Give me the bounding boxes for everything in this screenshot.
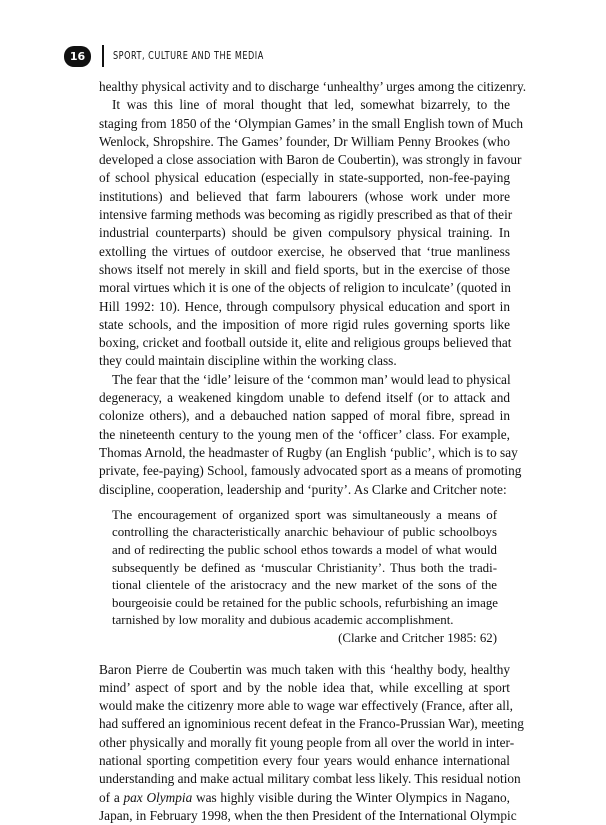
block-quote-lines xyxy=(112,507,497,630)
closing-paragraph xyxy=(99,661,524,825)
text-line: intensive farming methods was becoming as rigidly prescribed as that of their xyxy=(99,207,513,223)
text-line: Wenlock, Shropshire. The Games’ founder, Dr William Penny Brookes (who xyxy=(99,133,510,149)
text-line: state schools, and the imposition of more rigid rules governing sports like xyxy=(99,316,510,332)
text-line: national sporting competition every four years would enhance international xyxy=(99,753,510,769)
quote-line: controlling the characteristically anarchic behaviour of public schoolboys xyxy=(112,525,497,540)
quote-line: tarnished by low morality and dubious academic accomplishment. xyxy=(112,613,454,628)
text-line: Japan, in February 1998, when the then President of the International Olympic xyxy=(99,807,517,823)
paragraph xyxy=(99,371,522,499)
quote-line: The encouragement of organized sport was simultaneously a means of xyxy=(112,507,497,522)
text-line: Baron Pierre de Coubertin was much taken with this ‘healthy body, healthy xyxy=(99,661,510,677)
quote-line: subsequently be defined as ‘muscular Christianity’. Thus both the tradi- xyxy=(112,560,497,575)
quote-line: tional clientele of the aristocracy and the new market of the sons of the xyxy=(112,578,497,593)
text-line: would make the citizenry more able to wage war effectively (France, after all, xyxy=(99,698,513,714)
block-quote xyxy=(112,507,497,648)
text-span: of a xyxy=(99,789,124,805)
text-line: institutions) and believed that farm labourers (whose work under more xyxy=(99,188,510,204)
running-header xyxy=(64,45,288,67)
block-quote-citation: (Clarke and Critcher 1985: 62) xyxy=(338,630,497,645)
quote-line: and of redirecting the public school ethos towards a model of what would xyxy=(112,543,497,558)
text-line: they could maintain discipline within the working class. xyxy=(99,353,397,369)
text-line: the nineteenth century to the young men of the ‘officer’ class. For example, xyxy=(99,426,510,442)
text-line: understanding and make actual military combat less likely. This residual notion xyxy=(99,771,521,787)
text-line xyxy=(99,789,510,807)
text-line: private, fee-paying) School, famously advocated sport as a means of promoting xyxy=(99,463,522,479)
paragraphs xyxy=(99,78,527,499)
body-text xyxy=(99,78,527,825)
quote-line: bourgeoisie could be retained for the public schools, refurbishing an image xyxy=(112,595,499,610)
text-line: other physically and morally fit young people from all over the world in inter- xyxy=(99,734,515,750)
text-line: had suffered an ignominious recent defeat in the Franco-Prussian War), meeting xyxy=(99,716,524,732)
text-line: colonize others), and a debauched nation sapped of moral fibre, spread in xyxy=(99,408,510,424)
text-line: developed a close association with Baron de Coubertin), was strongly in favour xyxy=(99,152,522,168)
paragraph xyxy=(99,96,524,370)
text-line: moral virtues which it is one of the objects of religion to inculcate’ (quoted in xyxy=(99,280,511,296)
text-line: The fear that the ‘idle’ leisure of the ‘common man’ would lead to physical xyxy=(112,371,511,387)
closing-paragraph-lines xyxy=(99,661,524,789)
text-line: staging from 1850 of the ‘Olympian Games’ in the small English town of Much xyxy=(99,115,524,131)
text-line: extolling the virtues of outdoor exercise, he observed that ‘true manliness xyxy=(99,243,510,259)
text-line: mind’ aspect of sport and by the noble idea that, while excelling at sport xyxy=(99,679,510,695)
text-line: of school physical education (especially in state-supported, non-fee-paying xyxy=(99,170,510,186)
text-line: Thomas Arnold, the headmaster of Rugby (an English ‘public’, which is to say xyxy=(99,444,518,460)
italic-term: pax Olympia xyxy=(123,789,193,805)
text-line: degeneracy, a weakened kingdom unable to defend itself (or to attack and xyxy=(99,390,510,406)
text-line: discipline, cooperation, leadership and ‘purity’. As Clarke and Critcher note: xyxy=(99,481,507,497)
text-line: Hill 1992: 10). Hence, through compulsory physical education and sport in xyxy=(99,298,510,314)
text-line: It was this line of moral thought that led, somewhat bizarrely, to the xyxy=(112,97,510,113)
text-span: was highly visible during the Winter Olympics in Nagano, xyxy=(192,789,510,805)
text-line: boxing, cricket and football outside it, elite and religious groups believed that xyxy=(99,335,512,351)
paragraph xyxy=(99,78,527,96)
page-number-badge: 16 xyxy=(64,46,91,67)
text-line: shows itself not merely in skill and field sports, but in the exercise of those xyxy=(99,261,510,277)
text-line: industrial counterparts) should be given compulsory physical training. In xyxy=(99,225,510,241)
text-line: healthy physical activity and to discharge ‘unhealthy’ urges among the citizenry. xyxy=(99,79,527,94)
running-head-title: SPORT, CULTURE AND THE MEDIA xyxy=(113,50,264,62)
header-divider xyxy=(102,45,104,67)
